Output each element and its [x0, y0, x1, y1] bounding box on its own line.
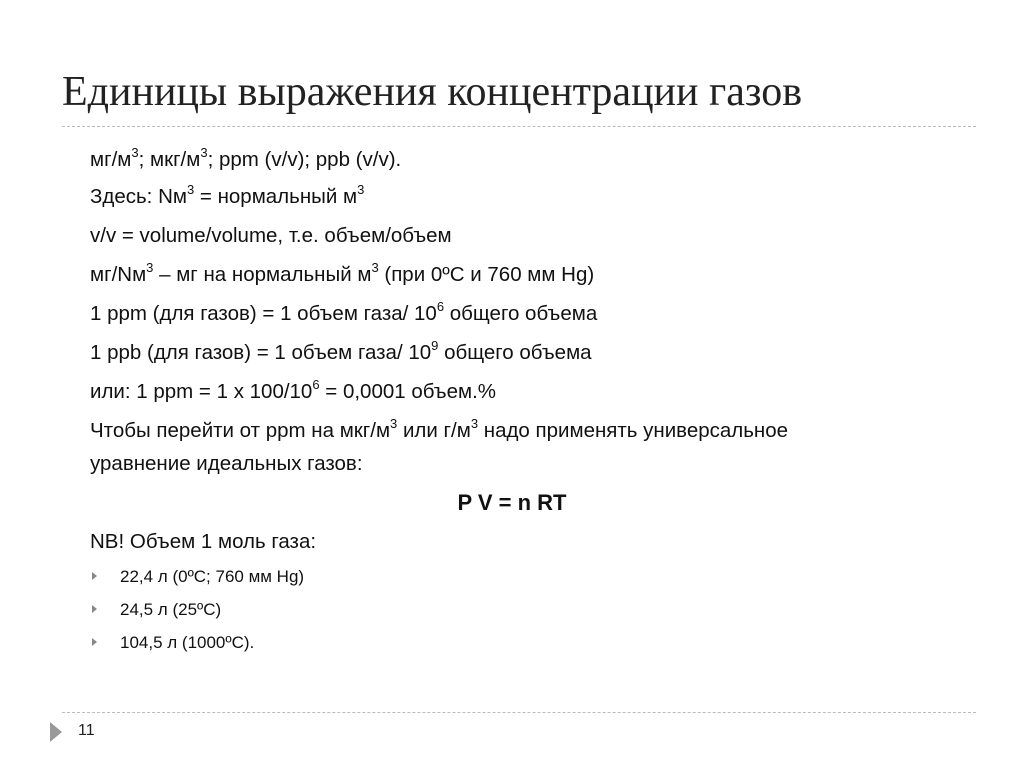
bullet-item: 22,4 л (0ºC; 760 мм Hg) [92, 567, 304, 587]
text-segment: общего объема [438, 341, 592, 364]
text-segment: уравнение идеальных газов: [90, 452, 363, 475]
nb-note: NB! Объем 1 моль газа: [90, 530, 317, 553]
body-line [90, 416, 789, 443]
text-segment: или г/м [397, 419, 471, 442]
superscript: 3 [357, 182, 365, 197]
text-segment: или: 1 ppm = 1 x 100/10 [90, 380, 313, 403]
text-segment: (при 0ºC и 760 мм Hg) [378, 263, 595, 286]
superscript: 3 [200, 145, 208, 160]
bullet-arrow-icon [92, 638, 97, 646]
body-line [90, 452, 363, 476]
superscript: 6 [312, 377, 320, 392]
superscript: 3 [186, 182, 195, 197]
body-line [90, 377, 497, 404]
text-segment: 1 ppb (для газов) = 1 объем газа/ 10 [90, 341, 432, 364]
bullet-item: 24,5 л (25ºC) [92, 600, 221, 620]
superscript: 6 [436, 299, 445, 314]
page-number: 11 [78, 722, 95, 739]
text-segment: = нормальный м [194, 185, 358, 208]
text-segment: Чтобы перейти от ppm на мкг/м [90, 419, 391, 442]
text-segment: Здесь: Nм [90, 185, 187, 208]
slide-title: Единицы выражения концентрации газов [62, 69, 803, 115]
text-segment: ; мкг/м [138, 148, 201, 171]
footer-arrow-icon [50, 722, 62, 742]
text-segment: общего объема [444, 302, 598, 325]
text-segment: мг/Nм [90, 263, 147, 286]
body-line [90, 338, 592, 365]
bullet-arrow-icon [92, 572, 97, 580]
superscript: 3 [470, 416, 479, 431]
text-segment: мг/м [90, 148, 132, 171]
text-segment: надо применять универсальное [478, 419, 789, 442]
footer-divider [62, 712, 976, 713]
body-line [90, 145, 402, 172]
body-line [90, 260, 595, 287]
bullet-arrow-icon [92, 605, 97, 613]
text-segment: v/v = volume/volume, т.е. объем/объем [90, 224, 452, 247]
superscript: 9 [431, 338, 439, 353]
superscript: 3 [371, 260, 379, 275]
bullet-item: 104,5 л (1000ºC). [92, 633, 254, 653]
text-segment: 1 ppm (для газов) = 1 объем газа/ 10 [90, 302, 437, 325]
text-segment: = 0,0001 объем.% [319, 380, 497, 403]
text-segment: – мг на нормальный м [153, 263, 372, 286]
body-line [90, 182, 365, 209]
text-segment: ; ppm (v/v); ppb (v/v). [207, 148, 402, 171]
ideal-gas-formula: P V = n RT [457, 490, 567, 515]
body-line [90, 299, 598, 326]
superscript: 3 [131, 145, 139, 160]
superscript: 3 [390, 416, 398, 431]
body-line [90, 224, 452, 248]
superscript: 3 [146, 260, 154, 275]
title-divider [62, 126, 976, 127]
